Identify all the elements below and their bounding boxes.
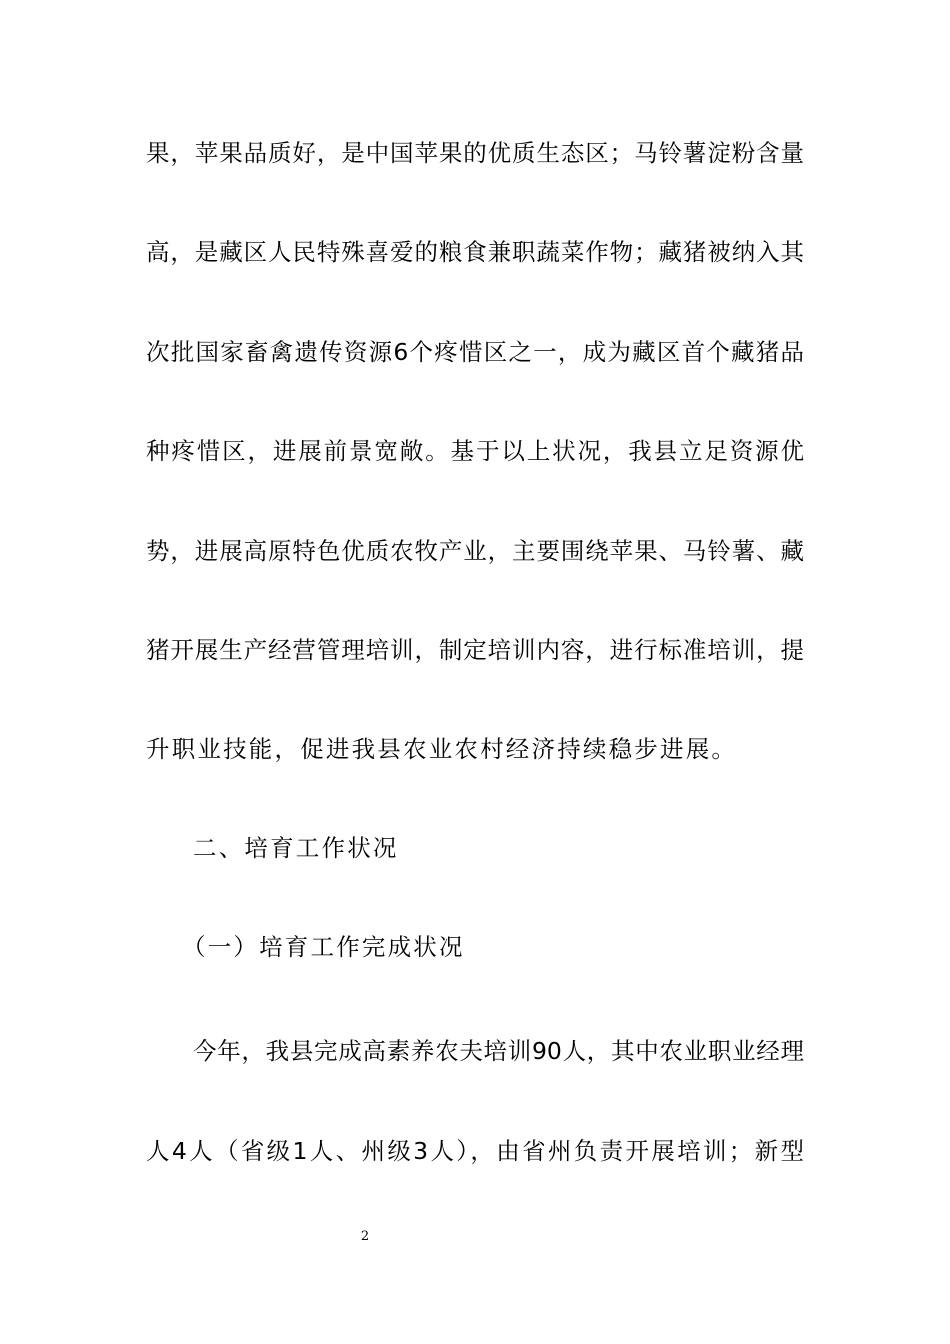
- subsection-heading: （一）培育工作完成状况: [182, 933, 465, 961]
- body-text-line: 高，是藏区人民特殊喜爱的粮食兼职蔬菜作物；藏猪被纳入其: [146, 238, 804, 266]
- body-text-line: 升职业技能，促进我县农业农村经济持续稳步进展。: [146, 735, 738, 763]
- body-text-line: 势，进展高原特色优质农牧产业，主要围绕苹果、马铃薯、藏: [146, 537, 804, 565]
- page-number: 2: [360, 1229, 370, 1244]
- body-text-line: 果，苹果品质好，是中国苹果的优质生态区；马铃薯淀粉含量: [146, 139, 804, 167]
- body-text-line: 人4人（省级1人、州级3人），由省州负责开展培训；新型: [146, 1137, 804, 1165]
- body-text-line: 次批国家畜禽遗传资源6个疼惜区之一，成为藏区首个藏猪品: [146, 338, 804, 366]
- body-text-line: 种疼惜区，进展前景宽敞。基于以上状况，我县立足资源优: [146, 437, 804, 465]
- body-text-line: 猪开展生产经营管理培训，制定培训内容，进行标准培训，提: [146, 636, 804, 664]
- body-text-line: 今年，我县完成高素养农夫培训90人，其中农业职业经理: [193, 1037, 804, 1065]
- section-heading: 二、培育工作状况: [193, 834, 399, 862]
